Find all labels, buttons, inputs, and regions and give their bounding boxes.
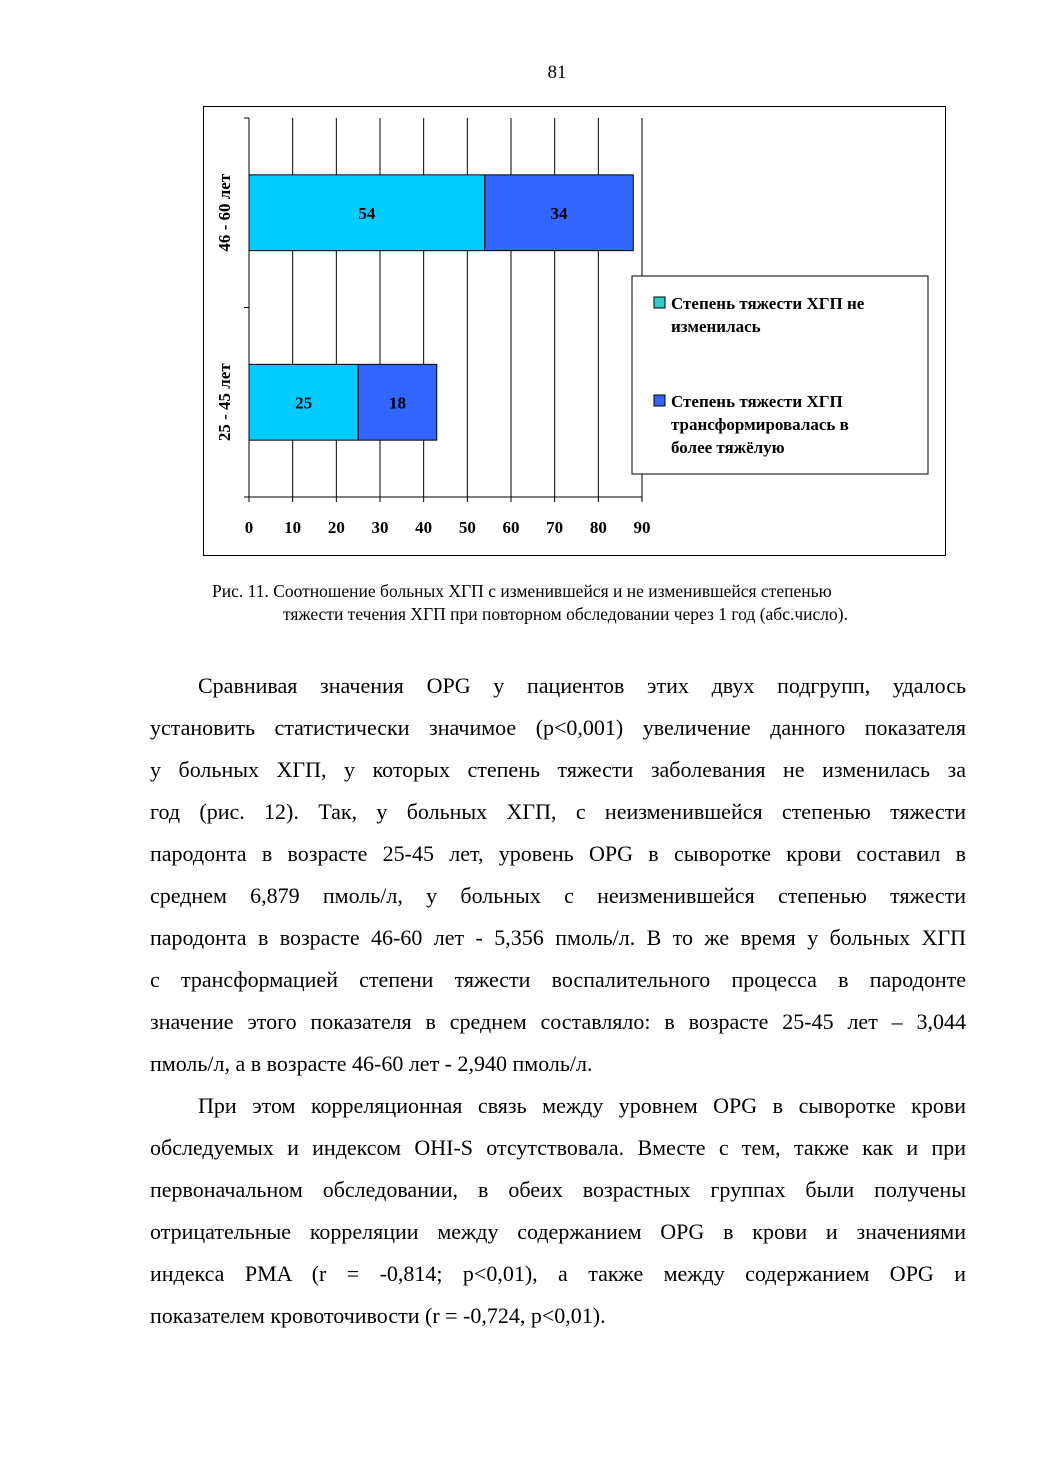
legend-label: трансформировалась в	[671, 415, 849, 434]
figure-caption-line-1: Рис. 11. Соотношение больных ХГП с изменившейся и не изменившейся степенью	[212, 581, 832, 601]
paragraph-line: обследуемых и индексом OHI-S отсутствовала. Вместе с тем, также как и при	[150, 1135, 966, 1160]
legend-label: изменилась	[671, 317, 761, 336]
bar-value-label: 34	[550, 203, 568, 223]
paragraph-line: При этом корреляционная связь между уровнем OPG в сыворотке крови	[198, 1093, 966, 1118]
x-tick-label: 10	[284, 518, 302, 537]
x-tick-label: 50	[458, 518, 476, 537]
page-number: 81	[547, 62, 567, 83]
paragraph-line: год (рис. 12). Так, у больных ХГП, с неизменившейся степенью тяжести	[150, 799, 966, 824]
figure-caption-line-2: тяжести течения ХГП при повторном обследовании через 1 год (абс.число).	[283, 604, 848, 624]
bar-value-label: 54	[358, 203, 376, 223]
legend	[632, 276, 928, 474]
bar-value-label: 18	[388, 393, 406, 413]
paragraph-line: Сравнивая значения OPG у пациентов этих двух подгрупп, удалось	[198, 673, 966, 698]
legend-label: более тяжёлую	[671, 438, 785, 457]
y-category-label: 46 - 60 лет	[215, 173, 234, 252]
x-tick-label: 90	[633, 518, 651, 537]
paragraph-opg-comparison	[150, 665, 966, 1085]
paragraph-line: пмоль/л, а в возрасте 46-60 лет - 2,940 пмоль/л.	[150, 1051, 593, 1076]
legend-label: Степень тяжести ХГП	[671, 392, 843, 411]
x-tick-label: 40	[415, 518, 433, 537]
paragraph-line: первоначальном обследовании, в обеих возрастных группах были получены	[150, 1177, 966, 1202]
x-tick-label: 0	[244, 518, 254, 537]
paragraph-line: среднем 6,879 пмоль/л, у больных с неизменившейся степенью тяжести	[150, 883, 966, 908]
legend-label: Степень тяжести ХГП не	[671, 294, 865, 313]
x-tick-label: 20	[327, 518, 345, 537]
paragraph-line: показателем кровоточивости (r = -0,724, p<0,01).	[150, 1303, 606, 1328]
paragraph-line: пародонта в возрасте 25-45 лет, уровень OPG в сыворотке крови составил в	[150, 841, 966, 866]
paragraph-correlation	[150, 1085, 966, 1337]
y-category-label: 25 - 45 лет	[215, 363, 234, 442]
x-tick-label: 30	[371, 518, 389, 537]
paragraph-line: отрицательные корреляции между содержанием OPG в крови и значениями	[150, 1219, 966, 1244]
x-tick-label: 60	[502, 518, 520, 537]
x-tick-label: 70	[546, 518, 564, 537]
paragraph-line: с трансформацией степени тяжести воспалительного процесса в пародонте	[150, 967, 966, 992]
legend-swatch	[654, 297, 665, 308]
paragraph-line: значение этого показателя в среднем составляло: в возрасте 25-45 лет – 3,044	[150, 1009, 966, 1034]
chart-svg	[203, 106, 946, 556]
x-tick-label: 80	[589, 518, 607, 537]
paragraph-line: индекса PMA (r = -0,814; p<0,01), а также между содержанием OPG и	[150, 1261, 966, 1286]
bar-chart	[203, 106, 946, 556]
paragraph-line: у больных ХГП, у которых степень тяжести заболевания не изменилась за	[150, 757, 966, 782]
paragraph-line: установить статистически значимое (р<0,001) увеличение данного показателя	[150, 715, 966, 740]
legend-swatch	[654, 395, 665, 406]
bar-value-label: 25	[295, 393, 313, 413]
paragraph-line: пародонта в возрасте 46-60 лет - 5,356 пмоль/л. В то же время у больных ХГП	[150, 925, 966, 950]
